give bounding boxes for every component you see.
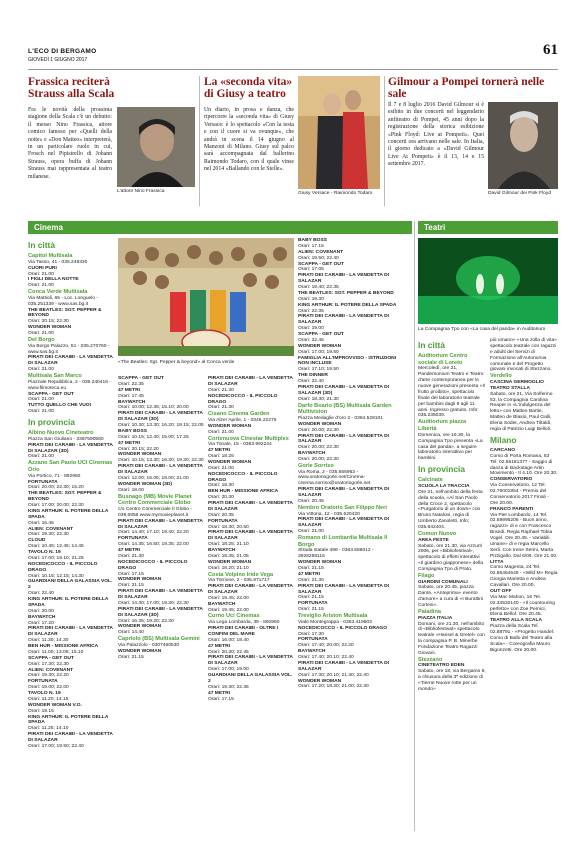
show-title: PIRATI DEI CARAIBI - LA VENDETTA DI SALAZAR bbox=[208, 376, 293, 387]
show-title: WONDER WOMAN bbox=[298, 421, 342, 427]
show-details: Orari: 18.20; 21.10 bbox=[208, 565, 249, 571]
column-divider bbox=[384, 76, 385, 206]
show-title: BAYWATCH bbox=[28, 614, 56, 620]
venue-name: Verdello bbox=[490, 373, 512, 380]
show-title: ALIEN: COVENANT bbox=[28, 526, 74, 532]
show-title: KING ARTHUR: IL POTERE DELLA SPADA bbox=[28, 508, 109, 520]
show-title: WONDER WOMAN bbox=[118, 577, 162, 583]
show-title: LITTA bbox=[490, 559, 504, 565]
venue-name: Curno Uci Cinemas bbox=[208, 613, 260, 620]
show-details: più umano» «Una zolla di vita» spettacolo teatrale con ragazzi e adulti dei Servizi di Formazione all'Autonomia comunale e del Progetto giovani invocati di Stezzano. bbox=[490, 338, 557, 373]
show-details: Orari: 11.25; 14.10 bbox=[28, 726, 69, 732]
show-title: CASCINA GERMOGLIO TEATRO STALLA bbox=[490, 379, 544, 391]
show-details: Orari: 20.00; 22.30 bbox=[298, 445, 339, 451]
show-details: Orari: 11.00; 13.05; 15.10 bbox=[28, 649, 84, 655]
show-details: Orari: 21.30 bbox=[208, 405, 234, 411]
show-details: Domenica, ore 16.30, la Compagnia Tpo presenta «La casa del panda», a seguire laboratorio interattivo per bambini. bbox=[418, 432, 483, 462]
show-details: Orari: 21.30 bbox=[298, 577, 324, 583]
show-details: Orari: 19.30; 22.20 bbox=[28, 673, 69, 679]
show-details: Orari: 19.50; 22.40 bbox=[298, 255, 339, 261]
show-details: Orari: 17.20 bbox=[28, 620, 54, 626]
show-title: BABY BOSS bbox=[118, 428, 147, 434]
show-details: Orari: 17.15 bbox=[118, 571, 144, 577]
show-details: Orari: 17.00; 19.10; 21.25 bbox=[28, 555, 84, 561]
show-title: FORTUNATA bbox=[28, 679, 58, 685]
show-title: WONDER WOMAN bbox=[118, 452, 162, 458]
show-details: Orari: 21.00 bbox=[28, 283, 54, 289]
show-title: AREA FESTE bbox=[418, 537, 449, 543]
show-title: PIRATI DEI CARAIBI - LA VENDETTA DI SALAZAR bbox=[208, 501, 293, 512]
venue-name: Multisala San Marco bbox=[28, 373, 82, 380]
show-details: Via Alzer Aprile, 1 - 0346.22275 bbox=[208, 417, 277, 423]
show-title: CARCANO bbox=[490, 447, 515, 453]
issue-date: GIOVEDÌ 1 GIUGNO 2017 bbox=[28, 57, 88, 63]
show-details: Orari: 17.45 bbox=[118, 393, 144, 399]
show-title: NOCEDICOCCO - IL PICCOLO DRAGO bbox=[298, 625, 388, 631]
show-title: BAYWATCH bbox=[298, 451, 326, 457]
show-details: Via Pier Lombardo, 14 Tel. 02.59995206 - Buon anno, ragazzi» di e con Francesco Brandi. Regia Raphael Tobia Vogel. Ore 20.45. - Variabili umane» di e regia Marcello Serli. Con Irene Serini, Marta Pizzigallo. Dal 6/06. Ore 21.00. bbox=[490, 512, 558, 559]
dancers-illustration bbox=[298, 76, 380, 189]
show-details: Corso Magenta, 24 Tel. 02.86454545 - «Wild M» Regia Giorgia Marietta e Andrea Cavallari. Ore 20.00. bbox=[490, 565, 558, 589]
show-details: Orari: 11.20; 14.15 bbox=[28, 696, 69, 702]
show-title: FRANCO PARENTI bbox=[490, 506, 534, 512]
show-details: Orari: 20.15; 22.20 bbox=[118, 446, 159, 452]
show-title: FORTUNATA bbox=[298, 637, 328, 643]
show-details: Sabato, ore 21.30, via Azzurri 2006, per «Bibliofestival», spettacolo di effetti interattivi «Il giardino giapponese» della Compagnia Tpo di Prato. bbox=[418, 543, 483, 572]
page-number: 61 bbox=[543, 42, 558, 58]
venue-name: Busnago (MB) Movie Planet Centro Commerciale Globo bbox=[118, 493, 192, 507]
show-title: THE BEATLES: SGT. PEPPER & BEYOND bbox=[28, 491, 102, 503]
article-title-giusy: La «seconda vita» di Giusy a teatro bbox=[204, 76, 293, 101]
show-title: GUARDIANI DELLA GALASSIA VOL. 2 bbox=[208, 673, 293, 684]
show-title: PIRATI DEI CARAIBI - LA VENDETTA DI SALAZAR bbox=[118, 518, 203, 530]
show-details: Orari: 22.40 bbox=[28, 591, 54, 597]
show-title: PIRATI DEI CARAIBI - LA VENDETTA DI SALAZAR bbox=[298, 583, 390, 595]
venue-name: Capriolo (BS) Multisala Gemini bbox=[118, 636, 200, 643]
article-title-gilmour: Gilmour a Pompei tornerà nelle sale bbox=[388, 76, 545, 101]
show-details: Orari: 19.00; 22.00 bbox=[28, 685, 69, 691]
show-title: SCAPPA - GET OUT bbox=[28, 655, 74, 661]
show-details: Orari: 22.45 bbox=[298, 337, 324, 343]
stage-illustration bbox=[418, 238, 558, 324]
show-details: Via Mac Mahon, 16 Tel. 02.34532140 - «Il countouring perfetto» con Zoe Pernici, Elena Bellof. Ore 20.45. bbox=[490, 594, 555, 618]
show-details: Orari: 16.35; 19.20; 22.30 bbox=[118, 618, 174, 624]
show-details: Orari: 21.15 bbox=[118, 583, 144, 589]
show-details: Orari: 17.40; 20.00; 22.20 bbox=[298, 643, 354, 649]
article-title-frassica: Frassica reciterà Strauss alla Scala bbox=[28, 76, 115, 101]
show-title: 47 METRI bbox=[118, 548, 141, 554]
show-title: WONDER WOMAN bbox=[208, 423, 252, 429]
show-title: THE BEATLES: SGT. PEPPER & BEYOND bbox=[298, 290, 394, 296]
show-title: BAYWATCH bbox=[208, 548, 236, 554]
show-details: Via Conservatorio, 12 Tel. 02.76001854 - Premio del Conservatorio 2017 Finali - Ore 20.00. bbox=[490, 483, 549, 506]
show-details: Orari: 19.40; 22.35 bbox=[298, 285, 339, 290]
show-details: Orari: 10.45; 12.45; 14.45 bbox=[28, 544, 84, 550]
masthead: L'ECO DI BERGAMO bbox=[28, 48, 97, 55]
show-title: TUTTO QUELLO CHE VUOI bbox=[28, 403, 91, 409]
show-details: Orari: 19.30; 22.35 bbox=[208, 684, 249, 690]
show-details: Orari: 19.30; 22.30 bbox=[28, 532, 69, 538]
show-details: Orari: 20.00; 22.30 bbox=[298, 457, 339, 463]
show-details: Piazzale Repubblica, 2 - 035.240416 - www.filmoteca.eu bbox=[28, 379, 111, 391]
show-details: Orari: 10.15; 13.30; 16.30; 19.30; 22.30 bbox=[118, 458, 204, 464]
show-details: Orari: 21.15 bbox=[298, 566, 324, 572]
show-title: PIAZZA ITALIA bbox=[418, 615, 453, 621]
cinema-listing-column-3 bbox=[208, 376, 294, 702]
show-details: Sabato, ore 20.45, piazza Dante, «Anteprima» evento d'amore» a cura di «I Burattini Cortesi». bbox=[418, 585, 484, 609]
show-details: Orari: 17.15 bbox=[298, 243, 324, 249]
show-details: Orari: 17.00; 19.50; 22.40 bbox=[28, 743, 84, 749]
show-title: 47 METRI bbox=[298, 571, 321, 577]
show-title: FORTUNATA bbox=[208, 518, 238, 524]
venue-name: Del Borgo bbox=[28, 336, 55, 343]
photo-beatles-sgt-pepper bbox=[118, 238, 294, 356]
show-details: Orari: 22.35 bbox=[298, 308, 324, 314]
show-details: Strada statale 498 - 0363.688012 - 3928258116 bbox=[298, 548, 374, 560]
venue-name: Treviglio Ariston Multisala bbox=[298, 613, 368, 620]
show-details: Orari: 22.35 bbox=[118, 381, 144, 387]
show-title: ALIEN: COVENANT bbox=[28, 667, 74, 673]
venue-name: Paladina bbox=[418, 608, 442, 615]
caption-frassica: L'attore Nino Frassica bbox=[117, 189, 165, 194]
show-details: Orari: 21.00 bbox=[28, 331, 54, 337]
show-details: Sabato, ore 21, Via Solferino 53, la Compagnia Carolina Reaper in «L'indulgenza del letto» con Matteo Bartie, Matteo de Blasio, Paul Galli, Elena Sodet, Andrea Tiltaldi, regia di Patrizio Luigi Belloli. bbox=[490, 391, 553, 432]
page-header bbox=[28, 42, 558, 70]
show-details: Via Tonale, 15 - 0363.992244 bbox=[208, 442, 272, 448]
listing-section-heading: Milano bbox=[490, 434, 517, 445]
show-details: Orari: 21.00 bbox=[28, 271, 54, 277]
show-details: Orari: 10.30; 13.30; 16.20; 19.15; 22.05 bbox=[118, 423, 204, 428]
photo-giusy-versace bbox=[298, 76, 380, 189]
show-title: NOCEDICOCCO - IL PICCOLO DRAGO bbox=[208, 471, 278, 483]
show-details: Via Palazzolo - 0307460530 bbox=[118, 642, 180, 648]
show-title: CONSERVATORIO bbox=[490, 477, 533, 483]
show-details: Orari: 22.40 bbox=[298, 379, 324, 384]
show-details: Orari: 18.35; 21.05 bbox=[208, 553, 249, 559]
show-title: FORTUNATA bbox=[298, 601, 328, 607]
show-details: Orari: 16.45 bbox=[28, 520, 54, 526]
show-details: c/o Centro Commerciale Il Globo - 039.6956 www.mymovieplanet.it bbox=[118, 506, 192, 518]
show-title: KING ARTHUR: IL POTERE DELLA SPADA bbox=[28, 597, 109, 608]
listing-section-heading: In città bbox=[418, 340, 445, 350]
show-title: SCUOLA LA TRACCIA bbox=[418, 483, 470, 489]
show-details: Orari: 19.00 bbox=[298, 326, 324, 332]
venue-name: Costa Volpino Iride Vega bbox=[208, 571, 274, 578]
show-title: OUT OFF bbox=[490, 588, 512, 594]
show-title: I FIGLI DELLA NOTTE bbox=[28, 277, 79, 283]
show-title: WONDER WOMAN bbox=[28, 325, 72, 331]
show-details: Orari: 17.10; 19.50 bbox=[298, 367, 339, 373]
show-title: WONDER WOMAN (3D) bbox=[118, 481, 173, 487]
venue-name: Auditorium piazza Libertà bbox=[418, 419, 467, 433]
sgt-pepper-collage bbox=[118, 238, 294, 356]
photo-nino-frassica bbox=[117, 107, 195, 187]
show-details: Orari: 14.40; 17.10; 19.40; 22.20 bbox=[118, 530, 189, 536]
show-title: PIRATI DEI CARAIBI - LA VENDETTA DI SALAZAR bbox=[208, 584, 293, 595]
show-details: Via Portico, 71 - 892960 bbox=[28, 473, 81, 479]
show-details: Orari: 17.15 bbox=[208, 696, 234, 702]
portrait-illustration bbox=[117, 107, 195, 187]
show-title: PIRATI DEI CARAIBI - LA VENDETTA DI SALAZAR bbox=[298, 487, 390, 499]
show-title: SCAPPA - GET OUT bbox=[118, 376, 164, 381]
venue-name: Auditorium Centro sociale di Loreto bbox=[418, 353, 468, 366]
gilmour-illustration bbox=[488, 102, 558, 189]
show-title: PIRATI DEI CARAIBI - LA VENDETTA DI SALAZAR bbox=[298, 517, 390, 529]
article-body-frassica: Fra le novità della prossima stagione della Scala c'è un debutto: il messo Nino Frassica, attore comico famoso per «Quelli della notte» e «Don Matteo» interpreterà, in un particolare ruolo in cui, Frosch nel Pipistrello di Johann Strauss, opera buffa di Johann Strauss mai rappresentata al teatro milanese. bbox=[28, 107, 112, 180]
listing-section-heading: In provincia bbox=[418, 464, 466, 475]
venue-name: Filago bbox=[418, 572, 435, 579]
show-details: Orari: 17.20; 18.20; 21.00; 22.30 bbox=[298, 684, 369, 690]
caption-teatri: La Compagnia Tpo con «La casa del panda» in Auditorium bbox=[418, 327, 546, 332]
column-divider bbox=[199, 76, 200, 206]
show-details: Corso di Porta Romana, 63 Tel. 02.55181377 - Saggio di danza di Backstage Artin Movimento - Il 4.10. Ore 20.30. bbox=[490, 453, 558, 477]
show-title: PIRATI DEI CARAIBI - LA VENDETTA DI SALAZAR (3D) bbox=[118, 606, 203, 618]
show-details: Orari: 21.00 bbox=[28, 454, 54, 460]
show-title: GIARDINI COMUNALI bbox=[418, 579, 468, 585]
show-details: Orari: 10.15; 12.40; 15.00; 17.25 bbox=[118, 434, 189, 440]
show-details: Orari: 17.00; 19.50 bbox=[298, 349, 339, 355]
caption-beatles: «The Beatles: Sgt. Pepper & beyond» al Conca verde bbox=[118, 360, 235, 365]
show-title: BAYWATCH bbox=[118, 399, 146, 405]
show-details: Orari: 21.15 bbox=[298, 595, 324, 601]
show-title: WONDER WOMAN bbox=[118, 624, 162, 630]
show-title: 47 METRI bbox=[208, 643, 231, 649]
show-details: Orari: 17.30; 22.30 bbox=[28, 661, 69, 667]
show-details: Piazza Medaglie d'oro 2 - 0364.529101 bbox=[298, 415, 383, 421]
show-title: WONDER WOMAN V.O. bbox=[28, 702, 82, 708]
show-title: PIRATI DEI CARAIBI - LA VENDETTA DI SALAZAR bbox=[298, 433, 390, 445]
caption-giusy: Giusy Versace - Raimondo Todaro bbox=[298, 191, 373, 196]
show-title: BEN HUR - MISSIONE AFRICA bbox=[28, 644, 99, 650]
show-title: PIRATI DEI CARAIBI - LA VENDETTA DI SALAZAR (3D) bbox=[28, 442, 113, 454]
show-title: NOCEDICOCCO - IL PICCOLO DRAGO bbox=[28, 561, 98, 573]
show-details: Orari: 17.30; 20.10; 21.30; 22.40 bbox=[298, 672, 369, 678]
show-title: BEN HUR - MISSIONE AFRICA bbox=[208, 489, 279, 495]
show-details: Via Borgo Palazzo, 51 - 035.270760 - www.sas.bg.it bbox=[28, 343, 110, 355]
show-title: CINETEATRO EDEN bbox=[418, 663, 465, 669]
show-details: Orari: 19.15 bbox=[28, 708, 54, 714]
show-title: PIRATI DEI CARAIBI - LA VENDETTA DI SALAZAR bbox=[298, 660, 390, 672]
show-title: NOCEDICOCCO - IL PICCOLO DRAGO bbox=[118, 559, 188, 571]
show-title: FORTUNATA bbox=[28, 479, 58, 485]
venue-name: Capitol Multisala bbox=[28, 253, 73, 260]
show-details: Orari: 18.25; 21.10 bbox=[208, 542, 249, 548]
show-details: Via Vittoria, 12 - 035.520420 bbox=[298, 511, 360, 517]
show-title: 47 METRI bbox=[208, 448, 231, 454]
venue-name: Calcinate bbox=[418, 477, 443, 484]
show-details: Ore 21, nell'ambito della festa della scuola, «Al San Paolo della Croce 2, spettacolo «Purgatorio di un down» con Bruno Nataloni, regia di Umberto Zanoletti. Info: 035.842404. bbox=[418, 489, 483, 531]
show-title: WONDER WOMAN bbox=[298, 560, 342, 566]
venue-name: Nembro Oratorio San Filippo Neri bbox=[298, 504, 387, 511]
show-details: Orari: 21.15 bbox=[298, 607, 324, 613]
show-details: Orari: 11.30; 14.30 bbox=[28, 638, 69, 644]
show-details: Orari: 21.15 bbox=[118, 654, 144, 660]
show-title: WONDER WOMAN bbox=[118, 648, 162, 654]
photo-david-gilmour bbox=[488, 102, 558, 189]
show-details: Viale Montegrappa - 0363.419503 bbox=[298, 619, 372, 625]
show-title: NOCEDICOCCO - IL PICCOLO DRAGO bbox=[208, 393, 278, 405]
show-details: Orari: 21.30 bbox=[118, 553, 144, 559]
teatri-listing-column-1 bbox=[418, 338, 486, 693]
show-title: PIRATI DEI CARAIBI - LA VENDETTA DI SALAZAR bbox=[298, 314, 390, 326]
show-title: BAYWATCH bbox=[298, 649, 326, 655]
show-title: BABY BOSS bbox=[298, 238, 327, 243]
show-title: PIRATI DEI CARAIBI - LA VENDETTA DI SALAZAR bbox=[208, 530, 293, 542]
show-details: Orari: 17.40; 20.10; 22.40 bbox=[298, 655, 354, 661]
show-title: KING ARTHUR: IL POTERE DELLA SPADA bbox=[28, 714, 109, 726]
show-details: Orari: 20.45 bbox=[298, 498, 324, 504]
venue-name: Cisano Cinema Garden bbox=[208, 411, 270, 418]
section-bar-teatri: Teatri bbox=[418, 221, 558, 234]
show-title: WONDER WOMAN bbox=[208, 459, 252, 465]
show-details: Orari: 17.30 bbox=[298, 631, 324, 637]
show-details: Piazza San Giuliano - 3367590560 bbox=[28, 436, 104, 442]
venue-name: Romano di Lombardia Multisala Il Borgo bbox=[298, 535, 388, 548]
show-title: THE BEATLES: SGT. PEPPER & BEYOND bbox=[28, 307, 102, 319]
show-details: Orari: 21.00 bbox=[28, 409, 54, 415]
show-details: Orari: 21.30 bbox=[208, 387, 234, 393]
venue-name: Comun Nuovo bbox=[418, 530, 457, 537]
show-details: Orari: 21.00 bbox=[208, 429, 234, 435]
show-details: Domani, ore 21.30, nell'ambito di «Bibliofestival» spettacolo teatrale «Hansel & Gretel» con la compagnia P. B. Minerbe Fondazione Teatro Ragazzi Giovani. bbox=[418, 621, 485, 656]
show-title: SCAPPA - GET OUT bbox=[28, 391, 74, 397]
venue-name: Gorle Sorriso bbox=[298, 462, 334, 469]
show-title: SCAPPA - GET OUT bbox=[298, 261, 344, 267]
show-title: KING ARTHUR: IL POTERE DELLA SPADA bbox=[298, 302, 397, 308]
show-title: GUARDIANI DELLA GALASSIA VOL. 2 bbox=[28, 579, 113, 591]
listing-section-heading: In città bbox=[28, 240, 55, 250]
show-details: Via Torrione, 2 - 035.971717 bbox=[208, 578, 270, 584]
show-details: Orari: 19.45; 22.00 bbox=[208, 607, 249, 613]
show-title: TEATRO ALLA SCALA bbox=[490, 618, 542, 624]
show-details: Orari: 20.30 bbox=[208, 495, 234, 501]
show-details: Orari: 19.45; 22.00 bbox=[208, 595, 249, 601]
venue-name: Cortenuova Cinestar Multiplex bbox=[208, 435, 289, 442]
venue-name: Albino Nuovo Cineteatro bbox=[28, 430, 94, 437]
show-details: Orari: 21.00 bbox=[208, 465, 234, 471]
show-details: Via Tasso, 41 - 035.248330 bbox=[28, 259, 88, 265]
show-title: ALIEN: COVENANT bbox=[298, 249, 344, 255]
show-details: Orari: 18.30; 21.30 bbox=[298, 396, 339, 402]
show-title: CLOUD bbox=[28, 538, 46, 544]
show-details: Orari: 17.05 bbox=[298, 267, 324, 273]
show-details: Orari: 18.00 bbox=[118, 487, 144, 493]
show-details: Orari: 10.00; 12.35; 15.10; 20.00 bbox=[118, 405, 189, 411]
show-title: PIRATI DEI CARAIBI - LA VENDETTA DI SALAZAR (3D) bbox=[118, 411, 203, 423]
show-title: SCAPPA - GET OUT bbox=[298, 332, 344, 337]
show-title: WONDER WOMAN bbox=[298, 678, 342, 684]
photo-la-casa-del-panda bbox=[418, 238, 558, 324]
section-bar-cinema: Cinema bbox=[28, 221, 412, 234]
show-details: Mercoledì, ore 21, Pandemonium Teatro e Teatro d'arte contemporanea per le nuove generazioni presenta «Il frutto proibito», spettacolo finale del laboratorio teatrale per bambini dagli 8 agli 11 anni. Ingresso gratuito. Info: 035.235039. bbox=[418, 366, 485, 419]
show-details: Sabato, ore 18, via Bergamo 9, a chiusura della 3ª edizione di «Tierra! Nuove rotte per un mondo» bbox=[418, 669, 486, 692]
show-details: Orari: 12.00; 15.05; 18.00; 21.00 bbox=[118, 475, 189, 481]
article-body-giusy: Un diario, in prosa e danza, che ripercorre la «seconda vita» di Giusy Versace: è lo spettacolo «Con la testa e con il cuore si va ovunque», che andrà in scena il 14 giugno al Manzoni di Milano. Giusy sul palco sarà accompagnata dal ballerino Raimondo Todaro, con il quale vinse nel 2014 «Ballando con le Stelle». bbox=[204, 107, 294, 173]
show-details: Orari: 19.30 bbox=[298, 296, 324, 302]
column-divider bbox=[414, 221, 415, 831]
venue-name: Azzano San Paolo UCI Cinemas Orio bbox=[28, 460, 113, 473]
show-title: 47 METRI bbox=[118, 387, 141, 393]
show-title: TAVOLO N. 19 bbox=[28, 691, 61, 697]
listing-section-heading: In provincia bbox=[28, 417, 76, 428]
show-title: PIRATI DEI CARAIBI - LA VENDETTA DI SALAZAR bbox=[28, 732, 113, 744]
show-details: Orari: 18.25 bbox=[208, 454, 234, 460]
venue-name: Stezzano bbox=[418, 656, 443, 663]
show-details: Orari: 14.40 bbox=[118, 630, 144, 636]
show-details: Orari: 20.30; 22.45 bbox=[208, 649, 249, 655]
show-title: PIRATI DEI CARAIBI - LA VENDETTA DI SALAZAR bbox=[298, 273, 390, 285]
teatri-listing-column-2 bbox=[490, 338, 558, 654]
caption-gilmour: David Gilmour dei Pink Floyd bbox=[488, 191, 552, 196]
show-details: Orari: 10.15; 12.15; 14.30 bbox=[28, 573, 84, 579]
show-title: PIRATI DEI CARAIBI - LA VENDETTA DI SALAZAR bbox=[208, 655, 293, 667]
show-details: Orari: 16.00; 18.40 bbox=[208, 637, 249, 643]
show-details: Orari: 17.00; 19.00 bbox=[208, 667, 249, 673]
show-details: Orari: 21.00 bbox=[298, 529, 324, 535]
show-title: TAVOLO N. 19 bbox=[28, 550, 61, 556]
show-title: PIRATI DEI CARAIBI - LA VENDETTA DI SALAZAR (3D) bbox=[298, 384, 390, 396]
show-details: Piazza della Scala Tel. 02.88791 - «Progetto Handel: Corso di Ballo del Teatro alla Scala» - Coreografia Mauro Bigonzetti. Ore 20.00. bbox=[490, 624, 555, 653]
show-details: Orari: 21.00 bbox=[28, 367, 54, 373]
show-details: Orari: 14.35; 16.50; 19.35; 22.00 bbox=[118, 542, 189, 548]
show-details: Via Roma, 2 - 035.656963 - www.oratoriogorle.net/Cinema-cinema.sorriso@oratoriogorle.net bbox=[298, 469, 371, 487]
show-title: FORTUNATA bbox=[118, 536, 148, 542]
show-title: BAYWATCH bbox=[208, 601, 236, 607]
show-title: THE DINNER bbox=[298, 373, 328, 379]
venue-name: Conca Verde Multisala bbox=[28, 289, 88, 296]
show-title: 47 METRI bbox=[118, 440, 141, 446]
show-title: PIRATI DEI CARAIBI - LA VENDETTA DI SALAZAR bbox=[28, 626, 113, 638]
show-title: PIRATI DEI CARAIBI - LA VENDETTA DI SALAZAR bbox=[118, 589, 203, 601]
show-details: Orari: 18.30; 20.50 bbox=[208, 524, 249, 530]
show-details: Orari: 20.00 bbox=[28, 608, 54, 614]
show-title: FAMIGLIA ALL'IMPROVVISO - ISTRUZIONI NON INCLUSE bbox=[298, 355, 397, 367]
show-details: Orari: 21.00 bbox=[28, 397, 54, 403]
show-title: PIRATI DEI CARAIBI - LA VENDETTA DI SALAZAR bbox=[118, 464, 203, 475]
show-details: Via Mattioli, 65 - Loc. Longuelo - 035.251339 - www.sas.bg.it bbox=[28, 295, 99, 307]
show-title: WONDER WOMAN bbox=[208, 559, 252, 565]
article-body-gilmour: Il 7 e 8 luglio 2016 David Gilmour si è esibito in due concerti nel leggendario anfiteatro di Pompei, 45 anni dopo la registrazione della storica esibizione «Pink Floyd: Live at Pompeii». Quei concerti ora arrivano nelle sale. In Italia, il giorno dedicato a «David Gilmour Live At Pompeii» è il 13, 14 e 15 settembre 2017. bbox=[388, 102, 484, 168]
show-details: Orari: 17.00; 20.00; 22.30 bbox=[28, 503, 84, 509]
show-details: Orari: 18.30 bbox=[208, 483, 234, 489]
show-details: Orari: 20.00; 22.30 bbox=[298, 427, 339, 433]
show-details: Orari: 20.00; 22.30; 15.20 bbox=[28, 485, 84, 491]
cinema-listing-column-4 bbox=[298, 238, 398, 690]
cinema-listing-column-2 bbox=[118, 376, 204, 660]
show-details: Orari: 14.30; 17.00; 19.30; 22.30 bbox=[118, 600, 189, 606]
show-title: PIRATI DEI CARAIBI - LA VENDETTA DI SALAZAR bbox=[28, 355, 113, 367]
show-title: WONDER WOMAN bbox=[298, 343, 342, 349]
show-details: Via Lega Lombarda, 39 - 892960 bbox=[208, 620, 280, 626]
show-title: PIRATI DEI CARAIBI - OLTRE I CONFINI DEL MARE bbox=[208, 626, 279, 637]
show-title: 47 METRI bbox=[208, 690, 231, 696]
show-title: CUORI PURI bbox=[28, 265, 57, 271]
show-details: Orari: 20.15; 22.30 bbox=[28, 319, 69, 325]
show-details: Orari: 20.35 bbox=[208, 512, 234, 518]
venue-name: Darfo Boario (BS) Multisala Garden Multivision bbox=[298, 402, 392, 416]
cinema-listing-column-1 bbox=[28, 238, 114, 750]
